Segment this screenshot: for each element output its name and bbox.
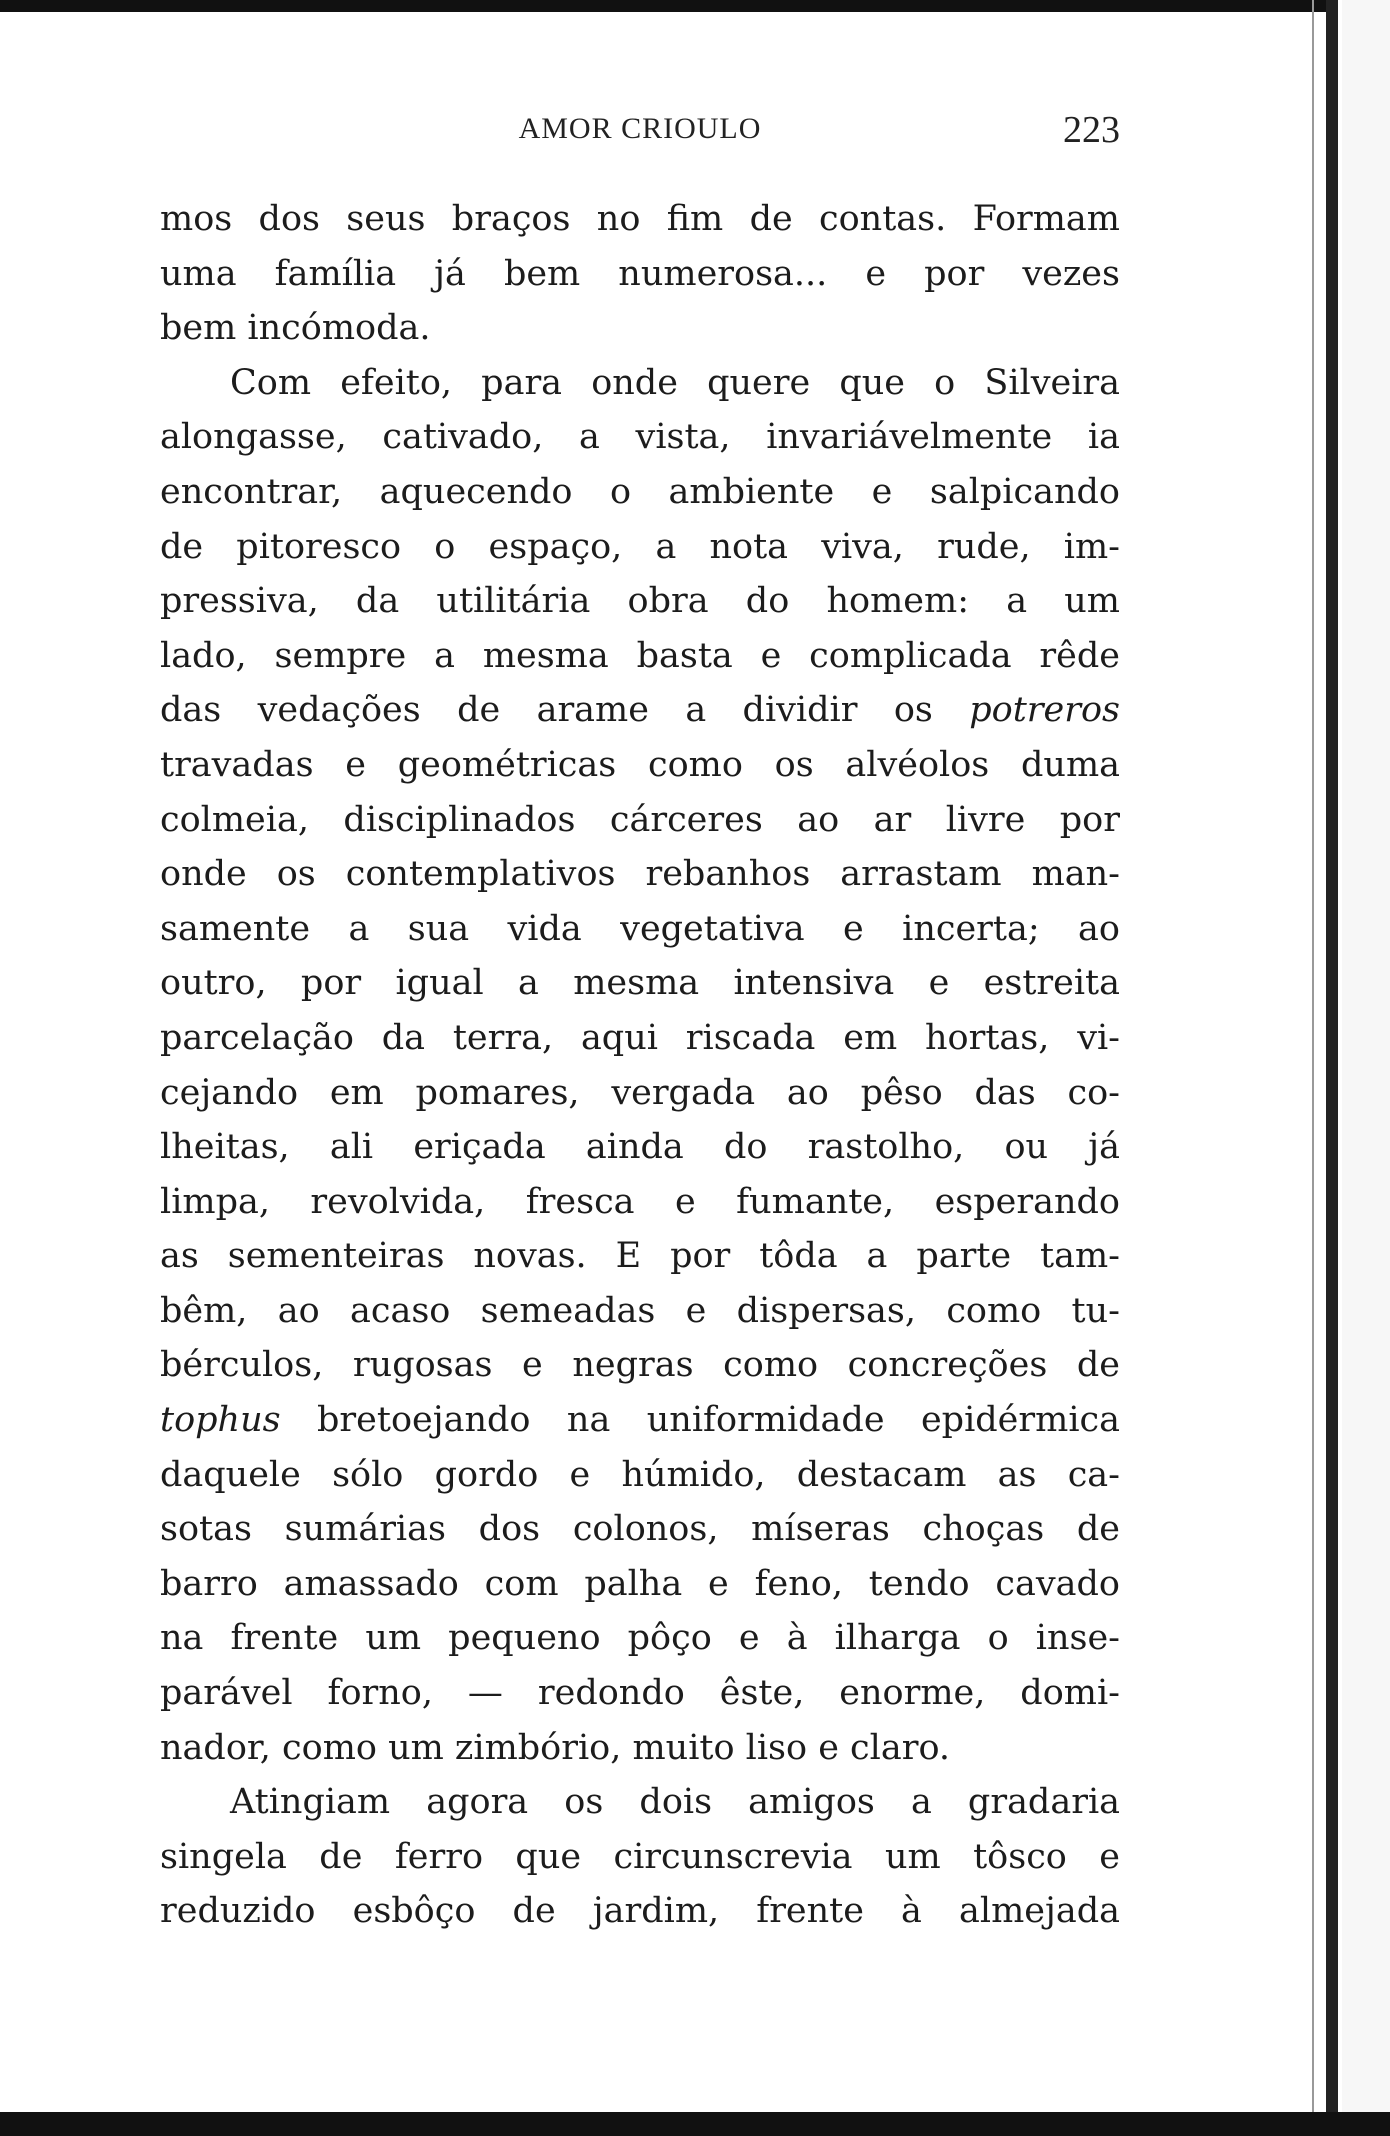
text-line: travadas e geométricas como os alvéolos duma (160, 744, 1120, 785)
text-line: limpa, revolvida, fresca e fumante, esperando (160, 1181, 1120, 1222)
running-title: AMOR CRIOULO (518, 112, 762, 145)
text-line: parcelação da terra, aqui riscada em hortas, vi- (160, 1017, 1120, 1058)
text-line: reduzido esbôço de jardim, frente à almejada (160, 1891, 1120, 1932)
text-line: samente a sua vida vegetativa e incerta; ao (160, 908, 1120, 949)
text-line: encontrar, aquecendo o ambiente e salpicando (160, 471, 1120, 512)
text-line: mos dos seus braços no fim de contas. Formam (160, 199, 1120, 239)
body-text (160, 192, 1120, 1939)
scan-gutter-line (1312, 0, 1314, 2112)
paragraph-start-line: Com efeito, para onde quere que o Silveira (230, 362, 1120, 403)
text-line-with-italic (160, 1393, 1120, 1448)
text-line: nador, como um zimbório, muito liso e claro. (160, 1727, 951, 1768)
text-line: bérculos, rugosas e negras como concreções de (160, 1345, 1120, 1386)
scan-margin-right (1342, 0, 1390, 2136)
text-line: onde os contemplativos rebanhos arrastam man- (160, 854, 1120, 895)
italic-term-potreros: potreros (969, 690, 1120, 731)
text-line: lado, sempre a mesma basta e complicada rêde (160, 635, 1120, 676)
text-line: barro amassado com palha e feno, tendo cavado (160, 1563, 1120, 1604)
scan-border-bottom (0, 2112, 1390, 2136)
text-segment: bretoejando na uniformidade epidérmica (317, 1400, 1120, 1441)
text-segment: das vedações de arame a dividir os (160, 690, 933, 731)
page-number: 223 (1063, 109, 1120, 151)
scan-border-top (0, 0, 1330, 12)
text-line: bêm, ao acaso semeadas e dispersas, como tu- (160, 1290, 1120, 1331)
text-line: sotas sumárias dos colonos, míseras choças de (160, 1509, 1120, 1550)
text-line-with-italic (160, 683, 1120, 738)
text-line: parável forno, — redondo êste, enorme, domi- (160, 1673, 1120, 1714)
paragraph-start-line: Atingiam agora os dois amigos a gradaria (230, 1782, 1120, 1823)
text-line: cejando em pomares, vergada ao pêso das co- (160, 1072, 1120, 1113)
text-line: daquele sólo gordo e húmido, destacam as ca- (160, 1454, 1120, 1495)
text-line: colmeia, disciplinados cárceres ao ar livre por (160, 799, 1120, 840)
italic-term-tophus: tophus (160, 1400, 281, 1441)
text-line: singela de ferro que circunscrevia um tôsco e (160, 1836, 1120, 1877)
text-line: de pitoresco o espaço, a nota viva, rude, im- (160, 526, 1120, 567)
page-header (160, 108, 1120, 156)
text-line: na frente um pequeno pôço e à ilharga o inse- (160, 1618, 1120, 1659)
text-line: outro, por igual a mesma intensiva e estreita (160, 963, 1120, 1004)
text-line: alongasse, cativado, a vista, invariávelmente ia (160, 417, 1120, 458)
text-line: uma família já bem numerosa... e por vezes (160, 253, 1120, 294)
scan-border-right (1326, 0, 1338, 2136)
text-line: bem incómoda. (160, 308, 431, 349)
text-line: as sementeiras novas. E por tôda a parte tam- (160, 1236, 1120, 1277)
text-line: pressiva, da utilitária obra do homem: a um (160, 581, 1120, 622)
text-line: lheitas, ali eriçada ainda do rastolho, ou já (160, 1127, 1120, 1168)
